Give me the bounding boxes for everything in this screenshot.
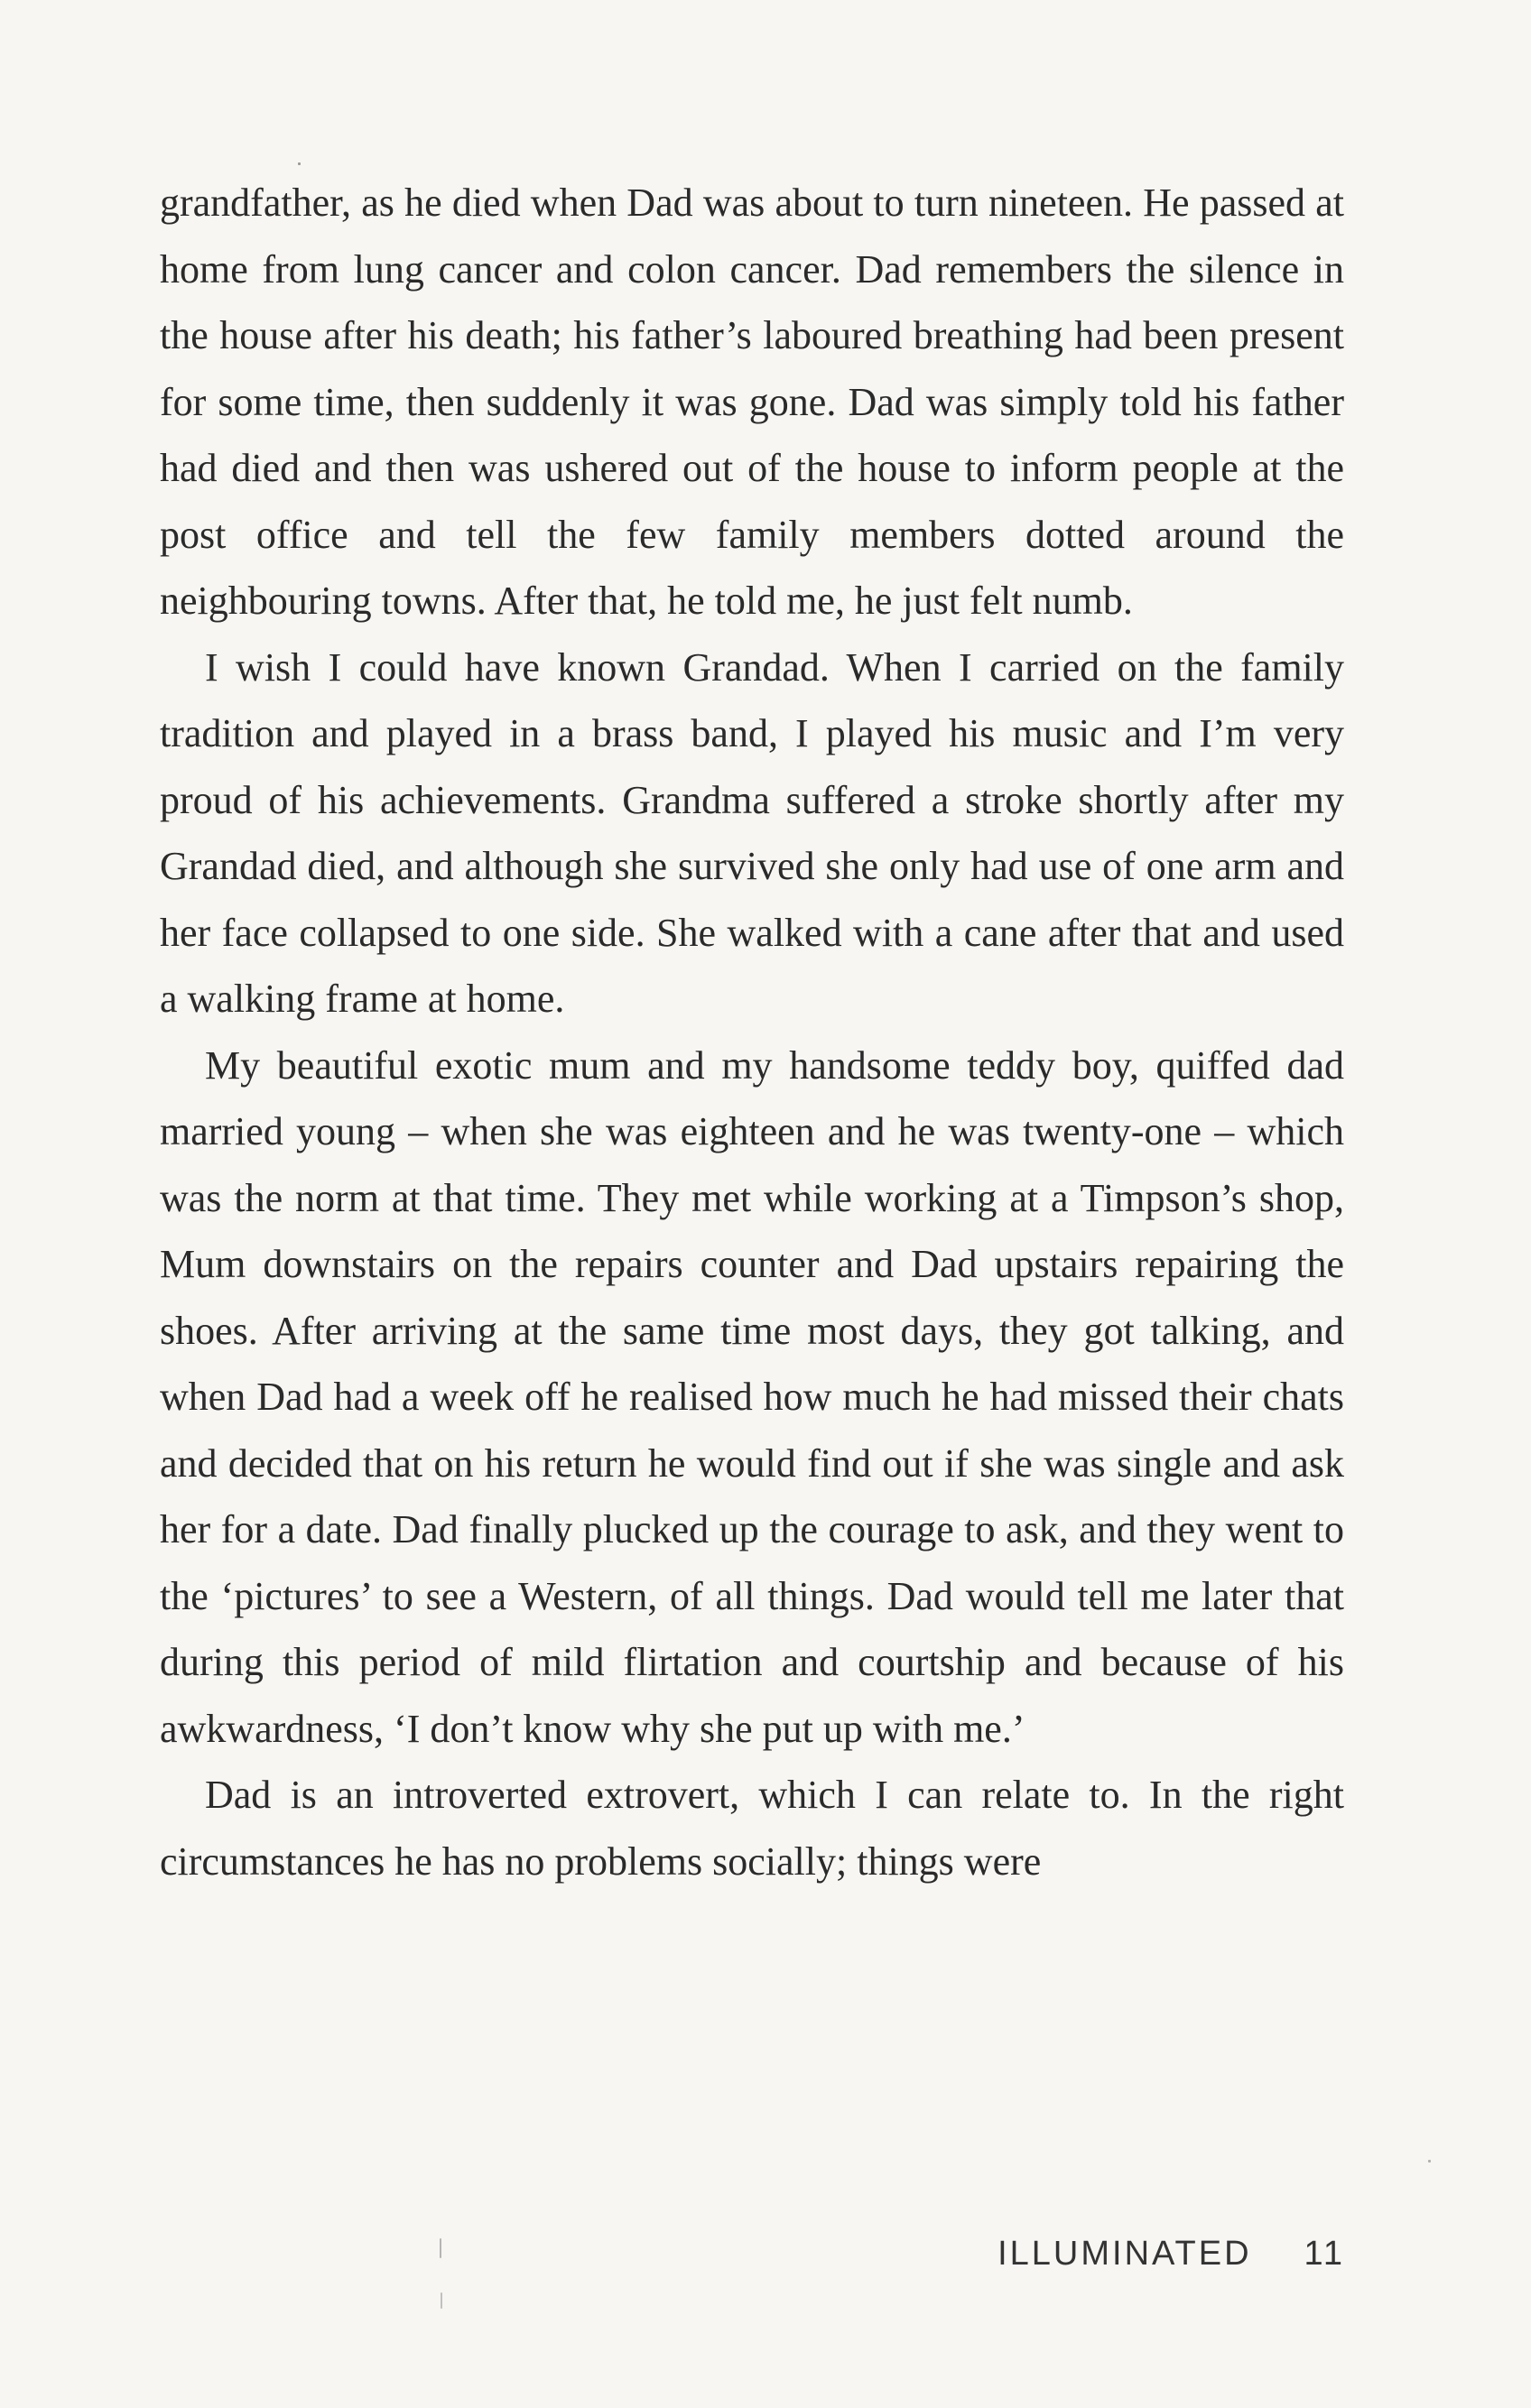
page-body: [160, 170, 1344, 1894]
paragraph-4: Dad is an introverted extrovert, which I can relate to. In the right circumstances he has no problems socially; things were: [160, 1773, 1344, 1884]
running-title: ILLUMINATED: [997, 2235, 1252, 2273]
paragraph-3: My beautiful exotic mum and my handsome teddy boy, quiffed dad married young – when she was eighteen and he was twenty-one – which was the norm at that time. They met while working at a Timpson’s shop, Mum downstairs on the repairs counter and Dad upstairs repairing the shoes. After arriving at the same time most days, they got talking, and when Dad had a week off he realised how much he had missed their chats and decided that on his return he would find out if she was single and ask her for a date. Dad finally plucked up the courage to ask, and they went to the ‘pictures’ to see a Western, of all things. Dad would tell me later that during this period of mild flirtation and courtship and because of his awkwardness, ‘I don’t know why she put up with me.’: [160, 1042, 1344, 1751]
scan-speck: [441, 2292, 442, 2309]
scan-speck: [1428, 2160, 1431, 2163]
scan-speck: [440, 2238, 441, 2258]
paragraph-1: grandfather, as he died when Dad was about to turn nineteen. He passed at home from lung cancer and colon cancer. Dad remembers the silence in the house after his death; his father’s laboured breathing had been present for some time, then suddenly it was gone. Dad was simply told his father had died and then was ushered out of the house to inform people at the post office and tell the few family members dotted around the neighbouring towns. After that, he told me, he just felt numb.: [160, 181, 1344, 623]
scan-speck: [298, 162, 301, 165]
page-number: 11: [1304, 2235, 1345, 2273]
page-footer: [997, 2235, 1345, 2274]
paragraph-2: I wish I could have known Grandad. When I carried on the family tradition and played in a brass band, I played his music and I’m very proud of his achievements. Grandma suffered a stroke shortly after my Grandad died, and although she survived she only had use of one arm and her face collapsed to one side. She walked with a cane after that and used a walking frame at home.: [160, 644, 1344, 1021]
